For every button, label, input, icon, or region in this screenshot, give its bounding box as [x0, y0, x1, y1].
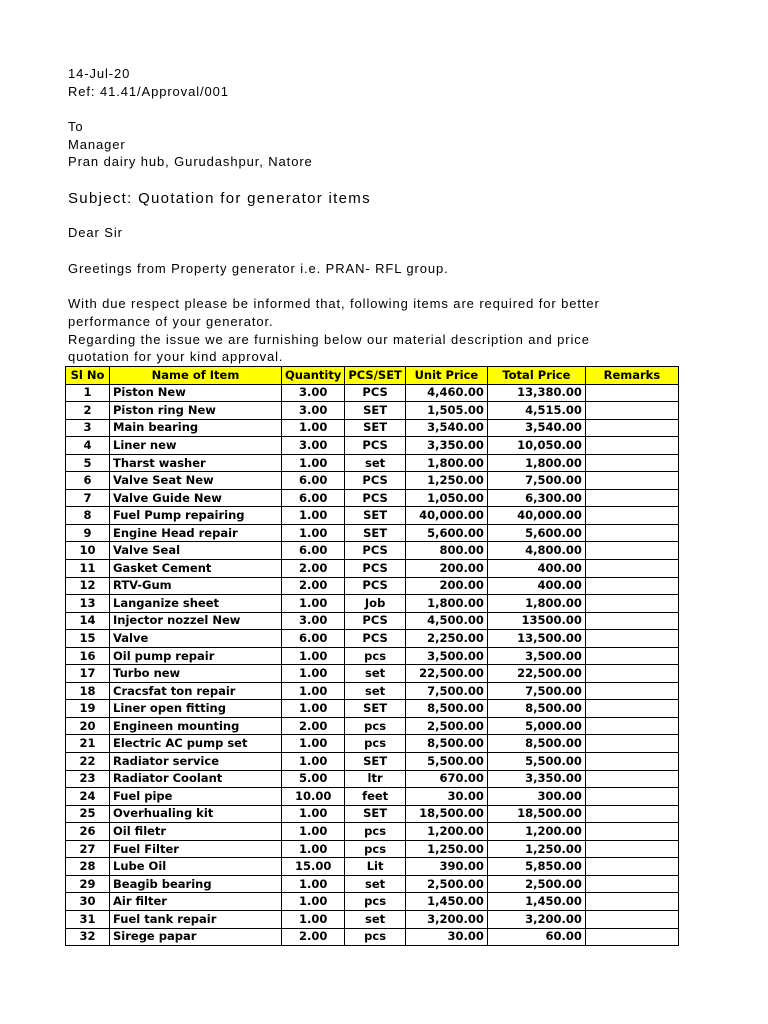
table-row: [66, 630, 679, 648]
body-line-2: performance of your generator.: [68, 314, 274, 329]
cell-unit-price: 2,500.00: [405, 875, 487, 893]
cell-unit-price: 5,600.00: [405, 524, 487, 542]
cell-total-price: 5,600.00: [487, 524, 585, 542]
cell-sl-no: 24: [66, 788, 110, 806]
cell-total-price: 7,500.00: [487, 472, 585, 490]
body-line-1: With due respect please be informed that, following items are required for better: [68, 296, 600, 311]
cell-total-price: 10,050.00: [487, 437, 585, 455]
cell-unit-price: 30.00: [405, 928, 487, 946]
cell-item-name: Tharst washer: [110, 454, 282, 472]
cell-quantity: 1.00: [282, 805, 345, 823]
cell-item-name: Valve: [110, 630, 282, 648]
letter-subject: Subject: Quotation for generator items: [68, 190, 371, 207]
cell-unit: PCS: [345, 489, 406, 507]
cell-quantity: 6.00: [282, 489, 345, 507]
cell-remarks: [585, 402, 678, 420]
cell-unit-price: 200.00: [405, 560, 487, 578]
table-row: [66, 454, 679, 472]
header-total-price: Total Price: [487, 367, 585, 385]
cell-total-price: 1,800.00: [487, 454, 585, 472]
cell-total-price: 3,200.00: [487, 910, 585, 928]
cell-unit-price: 8,500.00: [405, 735, 487, 753]
cell-sl-no: 27: [66, 840, 110, 858]
cell-unit-price: 200.00: [405, 577, 487, 595]
cell-total-price: 3,500.00: [487, 647, 585, 665]
cell-remarks: [585, 875, 678, 893]
cell-total-price: 8,500.00: [487, 700, 585, 718]
table-row: [66, 788, 679, 806]
letter-date: 14-Jul-20: [68, 66, 131, 81]
cell-sl-no: 13: [66, 595, 110, 613]
header-unit-price: Unit Price: [405, 367, 487, 385]
cell-item-name: Beagib bearing: [110, 875, 282, 893]
cell-remarks: [585, 612, 678, 630]
cell-quantity: 1.00: [282, 700, 345, 718]
table-row: [66, 437, 679, 455]
cell-total-price: 4,515.00: [487, 402, 585, 420]
cell-sl-no: 15: [66, 630, 110, 648]
cell-sl-no: 31: [66, 910, 110, 928]
cell-sl-no: 16: [66, 647, 110, 665]
cell-item-name: Oil filetr: [110, 823, 282, 841]
cell-sl-no: 19: [66, 700, 110, 718]
header-item-name: Name of Item: [110, 367, 282, 385]
cell-item-name: Valve Seat New: [110, 472, 282, 490]
letter-reference: Ref: 41.41/Approval/001: [68, 84, 229, 99]
cell-total-price: 13,380.00: [487, 384, 585, 402]
table-row: [66, 665, 679, 683]
cell-item-name: Lube Oil: [110, 858, 282, 876]
cell-unit: PCS: [345, 612, 406, 630]
cell-item-name: Cracsfat ton repair: [110, 682, 282, 700]
quotation-table: [65, 366, 679, 946]
cell-remarks: [585, 472, 678, 490]
cell-remarks: [585, 858, 678, 876]
cell-unit: PCS: [345, 542, 406, 560]
cell-sl-no: 5: [66, 454, 110, 472]
cell-unit-price: 2,500.00: [405, 717, 487, 735]
cell-unit-price: 7,500.00: [405, 682, 487, 700]
cell-remarks: [585, 735, 678, 753]
cell-unit: SET: [345, 507, 406, 525]
table-row: [66, 419, 679, 437]
cell-total-price: 40,000.00: [487, 507, 585, 525]
recipient-title: Manager: [68, 137, 126, 152]
cell-quantity: 2.00: [282, 577, 345, 595]
table-row: [66, 612, 679, 630]
cell-quantity: 3.00: [282, 612, 345, 630]
cell-remarks: [585, 753, 678, 771]
cell-remarks: [585, 840, 678, 858]
cell-quantity: 3.00: [282, 402, 345, 420]
table-header-row: [66, 367, 679, 385]
table-row: [66, 402, 679, 420]
cell-unit-price: 30.00: [405, 788, 487, 806]
cell-unit: set: [345, 665, 406, 683]
recipient-address: Pran dairy hub, Gurudashpur, Natore: [68, 154, 313, 169]
cell-quantity: 10.00: [282, 788, 345, 806]
cell-item-name: Liner new: [110, 437, 282, 455]
cell-total-price: 6,300.00: [487, 489, 585, 507]
cell-quantity: 3.00: [282, 437, 345, 455]
cell-item-name: Fuel Filter: [110, 840, 282, 858]
cell-item-name: Liner open fitting: [110, 700, 282, 718]
cell-remarks: [585, 788, 678, 806]
table-row: [66, 910, 679, 928]
cell-unit-price: 3,350.00: [405, 437, 487, 455]
cell-unit: pcs: [345, 840, 406, 858]
cell-sl-no: 6: [66, 472, 110, 490]
cell-sl-no: 12: [66, 577, 110, 595]
cell-sl-no: 21: [66, 735, 110, 753]
cell-remarks: [585, 665, 678, 683]
cell-item-name: Engine Head repair: [110, 524, 282, 542]
cell-unit-price: 390.00: [405, 858, 487, 876]
cell-quantity: 5.00: [282, 770, 345, 788]
cell-quantity: 1.00: [282, 647, 345, 665]
cell-item-name: Turbo new: [110, 665, 282, 683]
cell-total-price: 8,500.00: [487, 735, 585, 753]
cell-unit: Job: [345, 595, 406, 613]
cell-unit-price: 800.00: [405, 542, 487, 560]
cell-quantity: 1.00: [282, 753, 345, 771]
cell-item-name: Sirege papar: [110, 928, 282, 946]
cell-quantity: 1.00: [282, 840, 345, 858]
cell-remarks: [585, 560, 678, 578]
table-row: [66, 647, 679, 665]
cell-unit-price: 1,050.00: [405, 489, 487, 507]
cell-total-price: 1,200.00: [487, 823, 585, 841]
cell-unit: PCS: [345, 472, 406, 490]
cell-item-name: Engineen mounting: [110, 717, 282, 735]
cell-sl-no: 14: [66, 612, 110, 630]
cell-quantity: 1.00: [282, 454, 345, 472]
table-row: [66, 840, 679, 858]
cell-unit: feet: [345, 788, 406, 806]
cell-total-price: 400.00: [487, 577, 585, 595]
cell-quantity: 6.00: [282, 630, 345, 648]
cell-unit: pcs: [345, 647, 406, 665]
cell-total-price: 400.00: [487, 560, 585, 578]
cell-remarks: [585, 437, 678, 455]
cell-sl-no: 29: [66, 875, 110, 893]
cell-unit-price: 18,500.00: [405, 805, 487, 823]
cell-sl-no: 7: [66, 489, 110, 507]
cell-unit: pcs: [345, 893, 406, 911]
table-row: [66, 753, 679, 771]
cell-sl-no: 30: [66, 893, 110, 911]
cell-total-price: 7,500.00: [487, 682, 585, 700]
cell-unit-price: 3,500.00: [405, 647, 487, 665]
cell-quantity: 1.00: [282, 682, 345, 700]
cell-remarks: [585, 577, 678, 595]
table-row: [66, 928, 679, 946]
cell-remarks: [585, 928, 678, 946]
table-row: [66, 717, 679, 735]
cell-unit: ltr: [345, 770, 406, 788]
cell-remarks: [585, 647, 678, 665]
body-line-4: quotation for your kind approval.: [68, 349, 284, 364]
letter-to: To: [68, 119, 84, 134]
cell-remarks: [585, 489, 678, 507]
cell-quantity: 1.00: [282, 893, 345, 911]
cell-remarks: [585, 630, 678, 648]
cell-remarks: [585, 910, 678, 928]
cell-total-price: 2,500.00: [487, 875, 585, 893]
cell-remarks: [585, 717, 678, 735]
cell-quantity: 1.00: [282, 875, 345, 893]
cell-total-price: 5,850.00: [487, 858, 585, 876]
cell-total-price: 1,450.00: [487, 893, 585, 911]
table-row: [66, 542, 679, 560]
cell-item-name: Injector nozzel New: [110, 612, 282, 630]
cell-unit: SET: [345, 524, 406, 542]
table-row: [66, 560, 679, 578]
cell-unit-price: 4,460.00: [405, 384, 487, 402]
cell-unit-price: 1,800.00: [405, 454, 487, 472]
header-remarks: Remarks: [585, 367, 678, 385]
table-row: [66, 507, 679, 525]
greeting-line: Greetings from Property generator i.e. PRAN- RFL group.: [68, 261, 449, 276]
table-row: [66, 682, 679, 700]
cell-sl-no: 8: [66, 507, 110, 525]
cell-unit: SET: [345, 402, 406, 420]
cell-quantity: 15.00: [282, 858, 345, 876]
cell-unit: PCS: [345, 437, 406, 455]
cell-remarks: [585, 542, 678, 560]
header-sl-no: Sl No: [66, 367, 110, 385]
cell-quantity: 1.00: [282, 665, 345, 683]
cell-quantity: 1.00: [282, 910, 345, 928]
cell-remarks: [585, 419, 678, 437]
cell-remarks: [585, 595, 678, 613]
cell-unit: PCS: [345, 560, 406, 578]
cell-unit: PCS: [345, 384, 406, 402]
cell-sl-no: 3: [66, 419, 110, 437]
cell-total-price: 60.00: [487, 928, 585, 946]
cell-sl-no: 1: [66, 384, 110, 402]
cell-remarks: [585, 700, 678, 718]
cell-remarks: [585, 770, 678, 788]
header-unit: PCS/SET: [345, 367, 406, 385]
cell-item-name: Oil pump repair: [110, 647, 282, 665]
cell-item-name: Valve Guide New: [110, 489, 282, 507]
cell-remarks: [585, 524, 678, 542]
cell-total-price: 3,350.00: [487, 770, 585, 788]
cell-unit-price: 3,540.00: [405, 419, 487, 437]
cell-sl-no: 9: [66, 524, 110, 542]
table-row: [66, 875, 679, 893]
cell-item-name: Fuel pipe: [110, 788, 282, 806]
cell-quantity: 6.00: [282, 542, 345, 560]
cell-unit-price: 4,500.00: [405, 612, 487, 630]
cell-total-price: 22,500.00: [487, 665, 585, 683]
cell-remarks: [585, 454, 678, 472]
table-row: [66, 595, 679, 613]
cell-unit: pcs: [345, 928, 406, 946]
cell-quantity: 1.00: [282, 823, 345, 841]
cell-quantity: 1.00: [282, 595, 345, 613]
cell-sl-no: 32: [66, 928, 110, 946]
cell-remarks: [585, 823, 678, 841]
cell-unit-price: 40,000.00: [405, 507, 487, 525]
cell-sl-no: 4: [66, 437, 110, 455]
table-row: [66, 700, 679, 718]
cell-quantity: 3.00: [282, 384, 345, 402]
cell-item-name: Radiator Coolant: [110, 770, 282, 788]
table-row: [66, 577, 679, 595]
cell-unit-price: 1,800.00: [405, 595, 487, 613]
table-row: [66, 805, 679, 823]
cell-unit-price: 2,250.00: [405, 630, 487, 648]
table-row: [66, 384, 679, 402]
cell-remarks: [585, 384, 678, 402]
cell-item-name: Fuel tank repair: [110, 910, 282, 928]
cell-unit: SET: [345, 700, 406, 718]
cell-sl-no: 25: [66, 805, 110, 823]
cell-item-name: RTV-Gum: [110, 577, 282, 595]
cell-unit: set: [345, 910, 406, 928]
cell-total-price: 1,250.00: [487, 840, 585, 858]
cell-unit-price: 8,500.00: [405, 700, 487, 718]
cell-sl-no: 23: [66, 770, 110, 788]
cell-sl-no: 18: [66, 682, 110, 700]
cell-item-name: Main bearing: [110, 419, 282, 437]
cell-total-price: 1,800.00: [487, 595, 585, 613]
cell-unit: PCS: [345, 630, 406, 648]
table-row: [66, 489, 679, 507]
cell-unit: SET: [345, 753, 406, 771]
cell-item-name: Valve Seal: [110, 542, 282, 560]
table-row: [66, 770, 679, 788]
cell-remarks: [585, 507, 678, 525]
cell-quantity: 1.00: [282, 735, 345, 753]
cell-unit: Lit: [345, 858, 406, 876]
cell-unit: SET: [345, 419, 406, 437]
cell-total-price: 13,500.00: [487, 630, 585, 648]
cell-quantity: 1.00: [282, 419, 345, 437]
cell-remarks: [585, 805, 678, 823]
cell-unit: set: [345, 875, 406, 893]
cell-total-price: 3,540.00: [487, 419, 585, 437]
cell-unit-price: 1,250.00: [405, 840, 487, 858]
header-quantity: Quantity: [282, 367, 345, 385]
cell-item-name: Air filter: [110, 893, 282, 911]
cell-item-name: Piston New: [110, 384, 282, 402]
cell-item-name: Langanize sheet: [110, 595, 282, 613]
cell-remarks: [585, 893, 678, 911]
cell-total-price: 5,500.00: [487, 753, 585, 771]
cell-total-price: 300.00: [487, 788, 585, 806]
table-row: [66, 524, 679, 542]
cell-total-price: 18,500.00: [487, 805, 585, 823]
cell-total-price: 13500.00: [487, 612, 585, 630]
cell-quantity: 2.00: [282, 560, 345, 578]
cell-quantity: 6.00: [282, 472, 345, 490]
cell-sl-no: 11: [66, 560, 110, 578]
cell-unit: set: [345, 454, 406, 472]
cell-unit: set: [345, 682, 406, 700]
table-row: [66, 858, 679, 876]
cell-item-name: Electric AC pump set: [110, 735, 282, 753]
cell-unit-price: 1,450.00: [405, 893, 487, 911]
cell-unit-price: 1,250.00: [405, 472, 487, 490]
cell-unit: pcs: [345, 717, 406, 735]
cell-sl-no: 2: [66, 402, 110, 420]
cell-quantity: 1.00: [282, 524, 345, 542]
cell-quantity: 1.00: [282, 507, 345, 525]
table-row: [66, 472, 679, 490]
table-body: [66, 384, 679, 946]
cell-unit-price: 1,505.00: [405, 402, 487, 420]
cell-sl-no: 10: [66, 542, 110, 560]
cell-unit: SET: [345, 805, 406, 823]
cell-unit: PCS: [345, 577, 406, 595]
cell-unit: pcs: [345, 823, 406, 841]
cell-item-name: Radiator service: [110, 753, 282, 771]
cell-item-name: Gasket Cement: [110, 560, 282, 578]
table-row: [66, 893, 679, 911]
table-row: [66, 735, 679, 753]
body-line-3: Regarding the issue we are furnishing below our material description and price: [68, 332, 590, 347]
cell-unit-price: 3,200.00: [405, 910, 487, 928]
cell-unit-price: 1,200.00: [405, 823, 487, 841]
cell-unit-price: 5,500.00: [405, 753, 487, 771]
table-row: [66, 823, 679, 841]
cell-sl-no: 28: [66, 858, 110, 876]
cell-sl-no: 26: [66, 823, 110, 841]
cell-unit: pcs: [345, 735, 406, 753]
cell-quantity: 2.00: [282, 717, 345, 735]
cell-quantity: 2.00: [282, 928, 345, 946]
cell-sl-no: 22: [66, 753, 110, 771]
cell-unit-price: 670.00: [405, 770, 487, 788]
cell-item-name: Piston ring New: [110, 402, 282, 420]
cell-sl-no: 17: [66, 665, 110, 683]
cell-total-price: 4,800.00: [487, 542, 585, 560]
cell-item-name: Fuel Pump repairing: [110, 507, 282, 525]
salutation: Dear Sir: [68, 225, 123, 240]
cell-sl-no: 20: [66, 717, 110, 735]
cell-total-price: 5,000.00: [487, 717, 585, 735]
cell-item-name: Overhualing kit: [110, 805, 282, 823]
cell-unit-price: 22,500.00: [405, 665, 487, 683]
cell-remarks: [585, 682, 678, 700]
